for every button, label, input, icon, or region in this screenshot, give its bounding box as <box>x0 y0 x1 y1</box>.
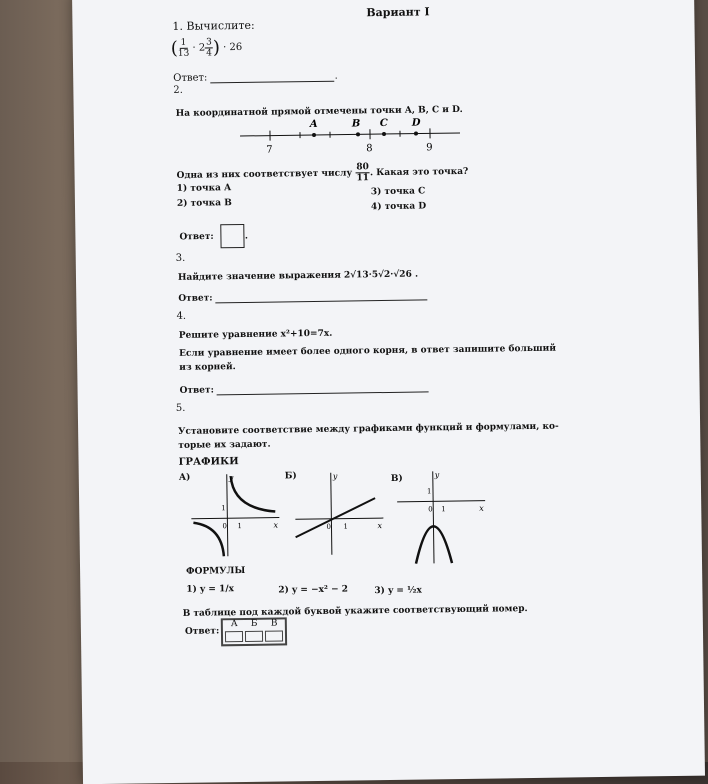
q2-option-3: 3) точка C <box>371 186 426 197</box>
table-header-a: А <box>231 619 238 629</box>
q4-answer <box>179 379 429 395</box>
table-header-c: В <box>271 619 278 629</box>
point-b-dot <box>356 132 360 136</box>
q5-text-2: торые их задают. <box>178 440 270 451</box>
formula-3: 3) y = ½x <box>374 586 422 597</box>
point-b-label: B <box>351 118 361 129</box>
q3-answer-label: Ответ: <box>178 293 212 303</box>
q2-option-1: 1) точка A <box>177 183 231 194</box>
point-c-label: C <box>380 118 388 129</box>
q2-answer-label: Ответ: <box>179 232 213 242</box>
q1-number: 1. <box>172 20 183 33</box>
graph-a-hyperbola <box>187 471 284 558</box>
q3-answer <box>178 287 428 303</box>
q5-number: 5. <box>176 403 186 414</box>
q2-answer: Ответ: . <box>179 224 248 249</box>
q1-expression: ( $\frac{1}{13}$ · 2 $\frac{3}{4}$ ) · 26 <box>171 37 243 59</box>
q1-heading <box>172 19 254 33</box>
q1-answer-label: Ответ: <box>173 72 207 83</box>
q2-option-4: 4) точка D <box>371 201 426 212</box>
q2-fraction: $\frac{80}{11}$ <box>355 162 370 183</box>
q2-option-2: 2) точка B <box>177 198 232 209</box>
q1-answer: Ответ: . <box>173 69 338 84</box>
graph-label-c: В) <box>391 474 403 484</box>
graph-c-y-label: y <box>434 470 440 479</box>
point-a-dot <box>312 133 316 137</box>
formula-2: 2) y = −x² − 2 <box>278 585 348 596</box>
graph-a-x-label: x <box>273 521 278 530</box>
q1-frac-b: $\frac{3}{4}$ <box>205 37 213 58</box>
graph-a-y-label: y <box>228 473 234 482</box>
tick-label-7: 7 <box>266 145 273 156</box>
q2-number: 2. <box>173 85 183 96</box>
number-line <box>234 117 464 156</box>
point-a-label: A <box>309 119 318 130</box>
formulas-heading: ФОРМУЛЫ <box>186 566 245 577</box>
q1-text: Вычислите: <box>186 19 254 33</box>
formula-1: 1) y = 1/x <box>186 584 234 595</box>
tick-label-8: 8 <box>366 143 373 154</box>
graphs-heading: ГРАФИКИ <box>178 456 238 468</box>
answer-cell-a[interactable] <box>225 631 243 642</box>
q1-operator: · 2 <box>192 42 205 53</box>
q4-text: Решите уравнение x²+10=7x. <box>179 329 333 341</box>
graph-c-parabola <box>393 469 490 566</box>
q5-answer-table <box>221 617 287 646</box>
graph-b-origin: 0 <box>326 523 331 531</box>
graph-a-tick-y: 1 <box>221 504 226 512</box>
q3-number: 3. <box>176 253 186 264</box>
worksheet-page <box>72 0 705 784</box>
graph-a-origin: 0 <box>222 522 227 530</box>
q4-number: 4. <box>176 311 186 322</box>
q4-answer-line[interactable] <box>217 379 429 395</box>
answer-cell-b[interactable] <box>245 631 263 642</box>
q1-frac-a: $\frac{1}{13}$ <box>178 38 190 59</box>
point-d-dot <box>414 132 418 136</box>
q5-instruction: В таблице под каждой буквой укажите соответствующий номер. <box>183 604 528 619</box>
graph-b-line <box>291 470 388 557</box>
q3-text: Найдите значение выражения 2√13·5√2·√26 . <box>178 270 418 283</box>
q2-text: На координатной прямой отмечены точки A, B, C и D. <box>176 105 463 119</box>
q3-answer-line[interactable] <box>216 287 428 303</box>
q1-tail: · 26 <box>223 42 242 53</box>
q2-answer-box[interactable] <box>221 224 245 248</box>
point-d-label: D <box>411 117 421 128</box>
graph-label-a: А) <box>179 473 191 483</box>
tick-label-9: 9 <box>426 142 433 153</box>
q5-text: Установите соответствие между графиками функций и формулами, ко- <box>178 422 559 437</box>
q4-text-2: Если уравнение имеет более одного корня, в ответ запишите больший <box>179 344 556 359</box>
q4-answer-label: Ответ: <box>180 385 214 395</box>
q2-question <box>176 161 468 186</box>
q2-question-pre: Одна из них соответствует числу <box>177 168 353 180</box>
graph-c-tick-y: 1 <box>427 487 432 495</box>
graph-label-b: Б) <box>285 471 297 481</box>
q5-answer-label: Ответ: <box>185 626 219 636</box>
q4-text-3: из корней. <box>179 362 236 373</box>
q1-answer-line[interactable] <box>210 69 334 84</box>
graph-b-tick-x: 1 <box>343 523 348 531</box>
variant-title: Вариант I <box>366 5 429 19</box>
graph-c-tick-x: 1 <box>441 505 446 513</box>
graph-c-origin: 0 <box>428 505 433 513</box>
graph-a-tick-x: 1 <box>237 522 242 530</box>
answer-cell-c[interactable] <box>265 630 283 641</box>
graph-b-x-label: x <box>377 521 382 530</box>
graph-c-x-label: x <box>479 504 484 513</box>
table-header-b: Б <box>251 619 258 629</box>
point-c-dot <box>382 132 386 136</box>
q2-question-post: . Какая это точка? <box>370 167 469 178</box>
graph-b-y-label: y <box>332 472 338 481</box>
